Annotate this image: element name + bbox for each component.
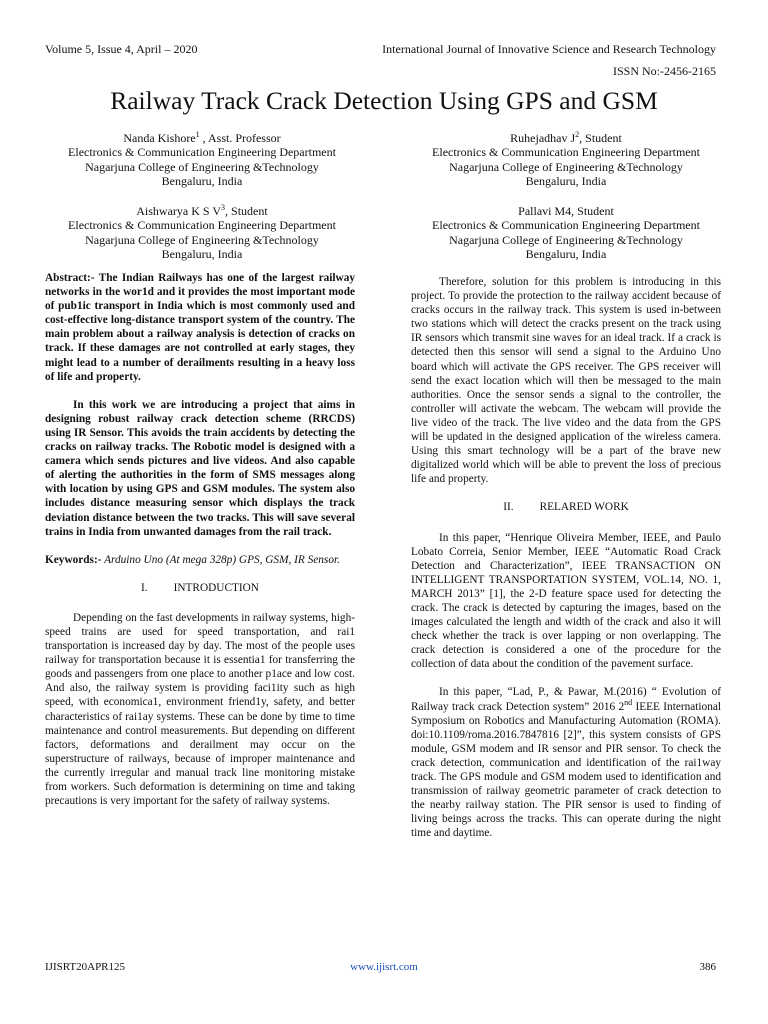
abstract-label: Abstract:-	[45, 272, 95, 284]
author-name: Ruhejadhav J	[510, 131, 576, 145]
author-city: Bengaluru, India	[161, 246, 243, 261]
author-college: Nagarjuna College of Engineering &Technology	[449, 159, 683, 174]
keywords-label: Keywords:-	[45, 553, 102, 566]
section-number: II.	[503, 501, 514, 514]
page-number: 386	[699, 961, 716, 973]
author-city: Bengaluru, India	[525, 246, 607, 261]
abstract-paragraph-1	[45, 271, 355, 384]
author-sup: 1	[195, 130, 200, 139]
related-work-text-a: In this paper, “Lad, P., & Pawar, M.(2016) “ Evolution of Railway track crack Detection system” 2016 2	[411, 686, 721, 713]
author-dept: Electronics & Communication Engineering Department	[432, 145, 700, 160]
intro-paragraph: Depending on the fast developments in railway systems, high-speed trains are used for speed transportation, and rai1 transportation is increased day by day. The most of the people uses railway for transportation because it is essentia1 for transferring the goods and passengers from one place to another p1ace and low cost. And also, the railway system is providing faci1ity such as high speed, with economica1, environment friend1y, safety, and better characteristics of rai1ay systems. These can be done by time to time maintenance and control measurements. But depending on different factors, deformations and derailment may occur on the superstructure of railways, because of improper maintenance and the currently irregular and manual track line monitoring mistake from workers. Such deformation is determining on time and taking precautions is very important for the safety of railway systems.	[45, 611, 355, 808]
author-city: Bengaluru, India	[161, 173, 243, 188]
solution-paragraph: Therefore, solution for this problem is introducing in this project. To provide the protection to the railway accident because of cracks occurs in the railway track. This system is used in-between two stations which will detect the cracks present on the track using IR sensors which transmit sine waves for an ideal track. If a crack is detected then this sensor will send a signal to the Arduino Uno board which will activate the GPS receiver. The GPS receiver will send the exact location which will then be messaged to the main authorities. Once the sensor sends a signal to the controller, the controller will activate the webcam. The webcam will provide the live video of the track. The live video and the data from the GPS will be updated in the designed application of the wireless camera. Using this smart technology will be a part of the brave new digitalized world which will be able to prevent the loss of precious life and property.	[411, 276, 721, 486]
header-journal: International Journal of Innovative Science and Research Technology	[382, 42, 716, 56]
ordinal-sup: nd	[624, 697, 633, 707]
author-role: , Student	[579, 131, 622, 145]
author-college: Nagarjuna College of Engineering &Technology	[85, 159, 319, 174]
author-2	[396, 131, 736, 188]
keywords	[45, 553, 355, 567]
paper-title: Railway Track Crack Detection Using GPS and GSM	[110, 86, 658, 115]
section-title: RELARED WORK	[539, 501, 629, 514]
keywords-text: Arduino Uno (At mega 328p) GPS, GSM, IR Sensor.	[101, 553, 340, 566]
abstract-text-1: The Indian Railways has one of the largest railway networks in the wor1d and it provides the most important mode of pub1ic transport in India which is most commonly used and cost-effective long-distance transport system of the country. The main problem about a railway analysis is detection of cracks on track. If these damages are not controlled at early stages, they might lead to a number of derailments resulting in a heavy loss of life and property.	[45, 272, 355, 383]
author-city: Bengaluru, India	[525, 173, 607, 188]
footer-url-link[interactable]: www.ijisrt.com	[350, 961, 418, 973]
section-title: INTRODUCTION	[173, 581, 259, 594]
author-dept: Electronics & Communication Engineering Department	[68, 218, 336, 233]
author-name: Nanda Kishore	[123, 131, 196, 145]
related-work-text-b: IEEE International Symposium on Robotics and Manufacturing Automation (ROMA). doi:10.1109/roma.2016.7847816 [2]”, this system consists of GPS module, GSM modem and IR sensor and PIR sensor. To check the crack detection, communication and identification of the rai1way track. The GPS module and GSM modem used to identification and transmission of railway geometric parameter of crack detection to the nearby railway station. The PIR sensor is used to finding of living beings across the tracks. This can operate during the night time and daytime.	[411, 700, 721, 840]
header-volume: Volume 5, Issue 4, April – 2020	[45, 42, 198, 56]
left-column	[45, 271, 355, 822]
author-name: Pallavi M4, Student	[518, 204, 614, 218]
author-3	[32, 204, 372, 261]
author-college: Nagarjuna College of Engineering &Technology	[85, 232, 319, 247]
author-sup: 2	[575, 130, 580, 139]
author-1	[32, 131, 372, 188]
author-name: Aishwarya K S V	[136, 204, 222, 218]
footer-code: IJISRT20APR125	[45, 961, 126, 973]
author-role: , Student	[225, 204, 268, 218]
author-college: Nagarjuna College of Engineering &Technology	[449, 232, 683, 247]
author-4	[396, 204, 736, 261]
author-dept: Electronics & Communication Engineering Department	[432, 218, 700, 233]
right-column	[411, 275, 721, 854]
header-issn: ISSN No:-2456-2165	[612, 64, 716, 78]
author-sup: 3	[221, 203, 226, 212]
section-number: I.	[141, 581, 148, 594]
section-heading-introduction	[45, 581, 355, 595]
abstract-paragraph-2: In this work we are introducing a project that aims in designing robust railway crack detection scheme (RRCDS) using IR Sensor. This avoids the train accidents by detecting the cracks on railway tracks. The Robotic model is designed with a camera which sends pictures and live videos. And also capable of alerting the authorities in the form of SMS messages along with location by using GPS and GSM modules. The system also includes distance measuring sensor which displays the track deviation distance between the two tracks. This will save several trains in India from unwanted damages from the rail track.	[45, 398, 355, 538]
related-work-paragraph-2	[411, 685, 721, 840]
author-dept: Electronics & Communication Engineering Department	[68, 145, 336, 160]
related-work-paragraph-1: In this paper, “Henrique Oliveira Member, IEEE, and Paulo Lobato Correia, Senior Member, IEEE “Automatic Road Crack Detection and Characterization”, IEEE TRANSACTION ON INTELLIGENT TRANSPORTATION SYSTEM, VOL.14, NO. 1, MARCH 2013” [1], the 2-D feature space used for detecting the crack. The crack is detected by capturing the images, based on the images calculated the length and width of the crack and also it will check whether the track is over lapping or non overlapping. The crack detection is considered a one of the procedure for the collection of data about the condition of the pavement surface.	[411, 531, 721, 671]
section-heading-related-work	[411, 500, 721, 514]
author-role: , Asst. Professor	[199, 131, 281, 145]
